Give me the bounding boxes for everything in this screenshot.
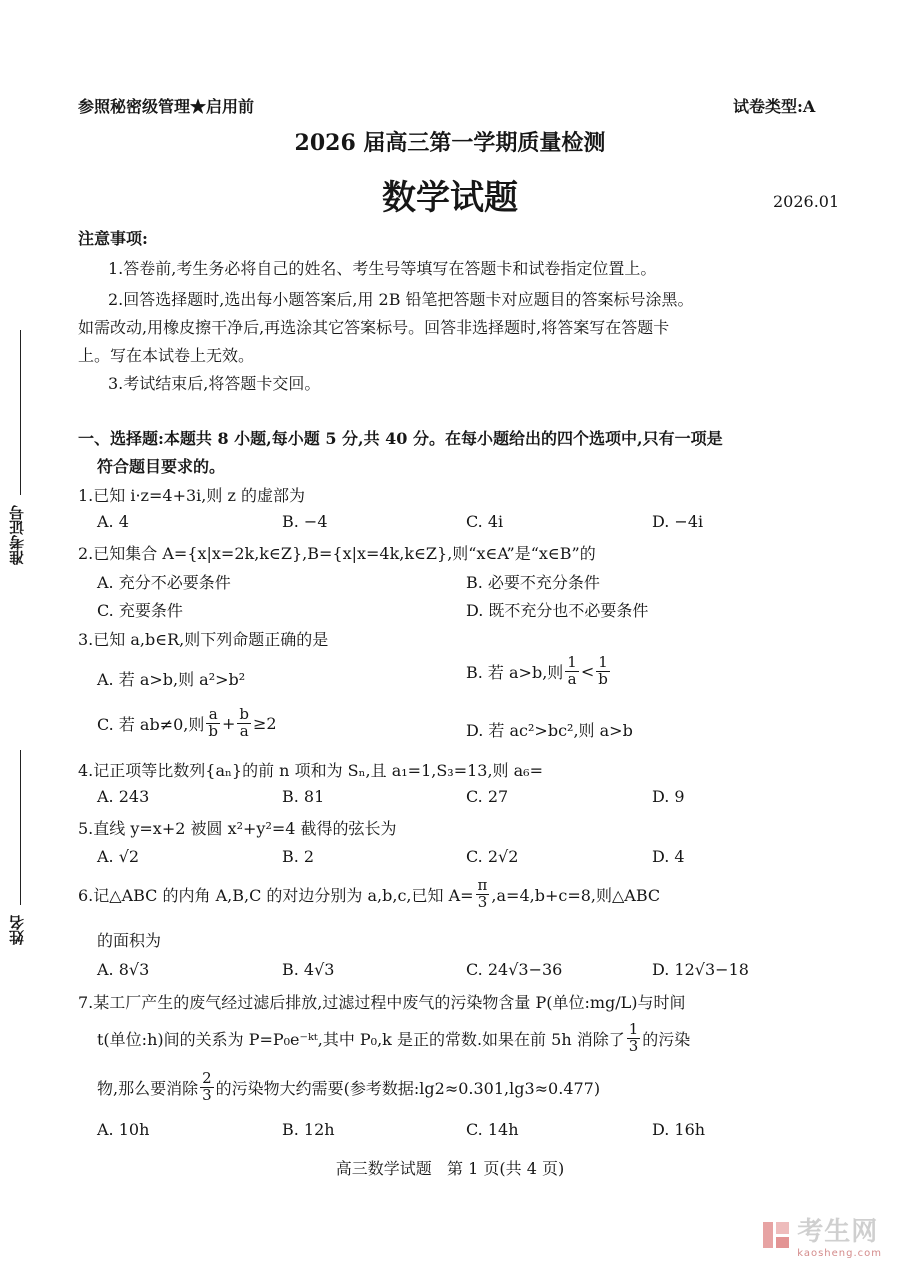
binding-line-bottom <box>20 750 21 905</box>
question-7-stem-line-2: t(单位:h)间的关系为 P=P₀e⁻ᵏᵗ,其中 P₀,k 是正的常数.如果在前 5h 消除了 $\frac{1}{3}$ 的污染 <box>97 1020 691 1055</box>
subject-title: 数学试题 <box>382 178 518 218</box>
question-6-stem-line-1: 6.记△ABC 的内角 A,B,C 的对边分别为 a,b,c,已知 A= $\frac{\pi}{3}$ ,a=4,b+c=8,则△ABC <box>78 876 661 911</box>
question-1-option-b: B. −4 <box>282 512 328 531</box>
fraction-a-over-b: $\frac{a}{b}$ <box>208 705 218 740</box>
question-3-stem: 3.已知 a,b∈R,则下列命题正确的是 <box>78 630 329 649</box>
fraction-one-over-b: $\frac{1}{b}$ <box>598 653 608 688</box>
fraction-one-third: $\frac{1}{3}$ <box>628 1020 639 1055</box>
notice-item-3: 3.考试结束后,将答题卡交回。 <box>108 374 321 393</box>
question-6-option-b: B. 4√3 <box>282 960 335 979</box>
watermark-name: 考生网 <box>797 1217 879 1247</box>
question-4-stem: 4.记正项等比数列{aₙ}的前 n 项和为 Sₙ,且 a₁=1,S₃=13,则 a₆= <box>78 761 544 780</box>
watermark-logo <box>761 1211 882 1259</box>
notice-item-2-line-1: 2.回答选择题时,选出每小题答案后,用 2B 铅笔把答题卡对应题目的答案标号涂黑。 <box>108 290 694 309</box>
question-3-option-a: A. 若 a>b,则 a²>b² <box>97 670 246 689</box>
question-1-option-c: C. 4i <box>466 512 504 531</box>
question-1-option-d: D. −4i <box>652 512 704 531</box>
question-5-option-c: C. 2√2 <box>466 847 519 866</box>
less-than-sign: < <box>580 661 595 681</box>
question-4-option-a: A. 243 <box>97 787 150 806</box>
fraction-b-over-a: $\frac{b}{a}$ <box>239 705 250 740</box>
section-title-line-2: 符合题目要求的。 <box>97 457 226 476</box>
question-1-stem: 1.已知 i·z=4+3i,则 z 的虚部为 <box>78 486 305 505</box>
question-3-option-c-prefix: C. 若 ab≠0,则 <box>97 714 205 734</box>
exam-date: 2026.01 <box>773 192 840 211</box>
question-6-option-a: A. 8√3 <box>97 960 150 979</box>
question-1-option-a: A. 4 <box>97 512 129 531</box>
section-title-line-1: 一、选择题:本题共 8 小题,每小题 5 分,共 40 分。在每小题给出的四个选项中,只有一项是 <box>78 429 723 448</box>
page-footer: 高三数学试题 第 1 页(共 4 页) <box>335 1159 565 1178</box>
secret-level: 参照秘密级管理★启用前 <box>78 97 255 116</box>
question-4-option-b: B. 81 <box>282 787 325 806</box>
question-2-option-d: D. 既不充分也不必要条件 <box>466 601 649 620</box>
question-5-option-d: D. 4 <box>652 847 685 866</box>
notice-item-2-line-3: 上。写在本试卷上无效。 <box>78 346 255 365</box>
question-6-stem-line-2: 的面积为 <box>97 931 162 950</box>
kaosheng-logo-icon <box>761 1220 791 1250</box>
question-3-option-c <box>97 707 277 740</box>
exam-id-label: 准考证号 <box>8 505 26 565</box>
exam-title: 2026 届高三第一学期质量检测 <box>294 130 606 156</box>
question-3-option-d: D. 若 ac²>bc²,则 a>b <box>466 721 633 740</box>
fraction-two-thirds: $\frac{2}{3}$ <box>202 1069 212 1104</box>
paper-type: 试卷类型:A <box>733 97 816 116</box>
name-label: 姓名 <box>8 915 26 945</box>
question-7-option-a: A. 10h <box>97 1120 150 1139</box>
question-7-option-b: B. 12h <box>282 1120 335 1139</box>
question-4-option-d: D. 9 <box>652 787 685 806</box>
fraction-pi-over-3: $\frac{\pi}{3}$ <box>477 876 488 911</box>
fraction-one-over-a: $\frac{1}{a}$ <box>567 653 577 688</box>
question-2-option-a: A. 充分不必要条件 <box>97 573 231 592</box>
question-3-option-b <box>466 655 612 688</box>
question-5-option-a: A. √2 <box>97 847 140 866</box>
question-7-stem-line-3: 物,那么要消除 $\frac{2}{3}$ 的污染物大约需要(参考数据:lg2≈0.301,lg3≈0.477) <box>97 1069 601 1104</box>
notice-heading: 注意事项: <box>78 229 148 248</box>
plus-sign: + <box>222 713 236 733</box>
watermark-url: kaosheng.com <box>797 1248 882 1259</box>
question-5-stem: 5.直线 y=x+2 被圆 x²+y²=4 截得的弦长为 <box>78 819 397 838</box>
question-3-option-c-suffix: ≥2 <box>253 713 277 733</box>
question-6-option-c: C. 24√3−36 <box>466 960 563 979</box>
question-2-option-c: C. 充要条件 <box>97 601 183 620</box>
question-7-option-d: D. 16h <box>652 1120 706 1139</box>
question-5-option-b: B. 2 <box>282 847 315 866</box>
question-3-option-b-prefix: B. 若 a>b,则 <box>466 662 564 682</box>
question-6-option-d: D. 12√3−18 <box>652 960 749 979</box>
question-7-stem-line-1: 7.某工厂产生的废气经过滤后排放,过滤过程中废气的污染物含量 P(单位:mg/L)与时间 <box>78 993 686 1012</box>
notice-item-1: 1.答卷前,考生务必将自己的姓名、考生号等填写在答题卡和试卷指定位置上。 <box>108 259 657 278</box>
question-7-option-c: C. 14h <box>466 1120 519 1139</box>
binding-line-top <box>20 330 21 495</box>
question-2-stem: 2.已知集合 A={x|x=2k,k∈Z},B={x|x=4k,k∈Z},则“x∈A”是“x∈B”的 <box>78 544 596 563</box>
question-2-option-b: B. 必要不充分条件 <box>466 573 600 592</box>
question-4-option-c: C. 27 <box>466 787 509 806</box>
notice-item-2-line-2: 如需改动,用橡皮擦干净后,再选涂其它答案标号。回答非选择题时,将答案写在答题卡 <box>78 318 670 337</box>
